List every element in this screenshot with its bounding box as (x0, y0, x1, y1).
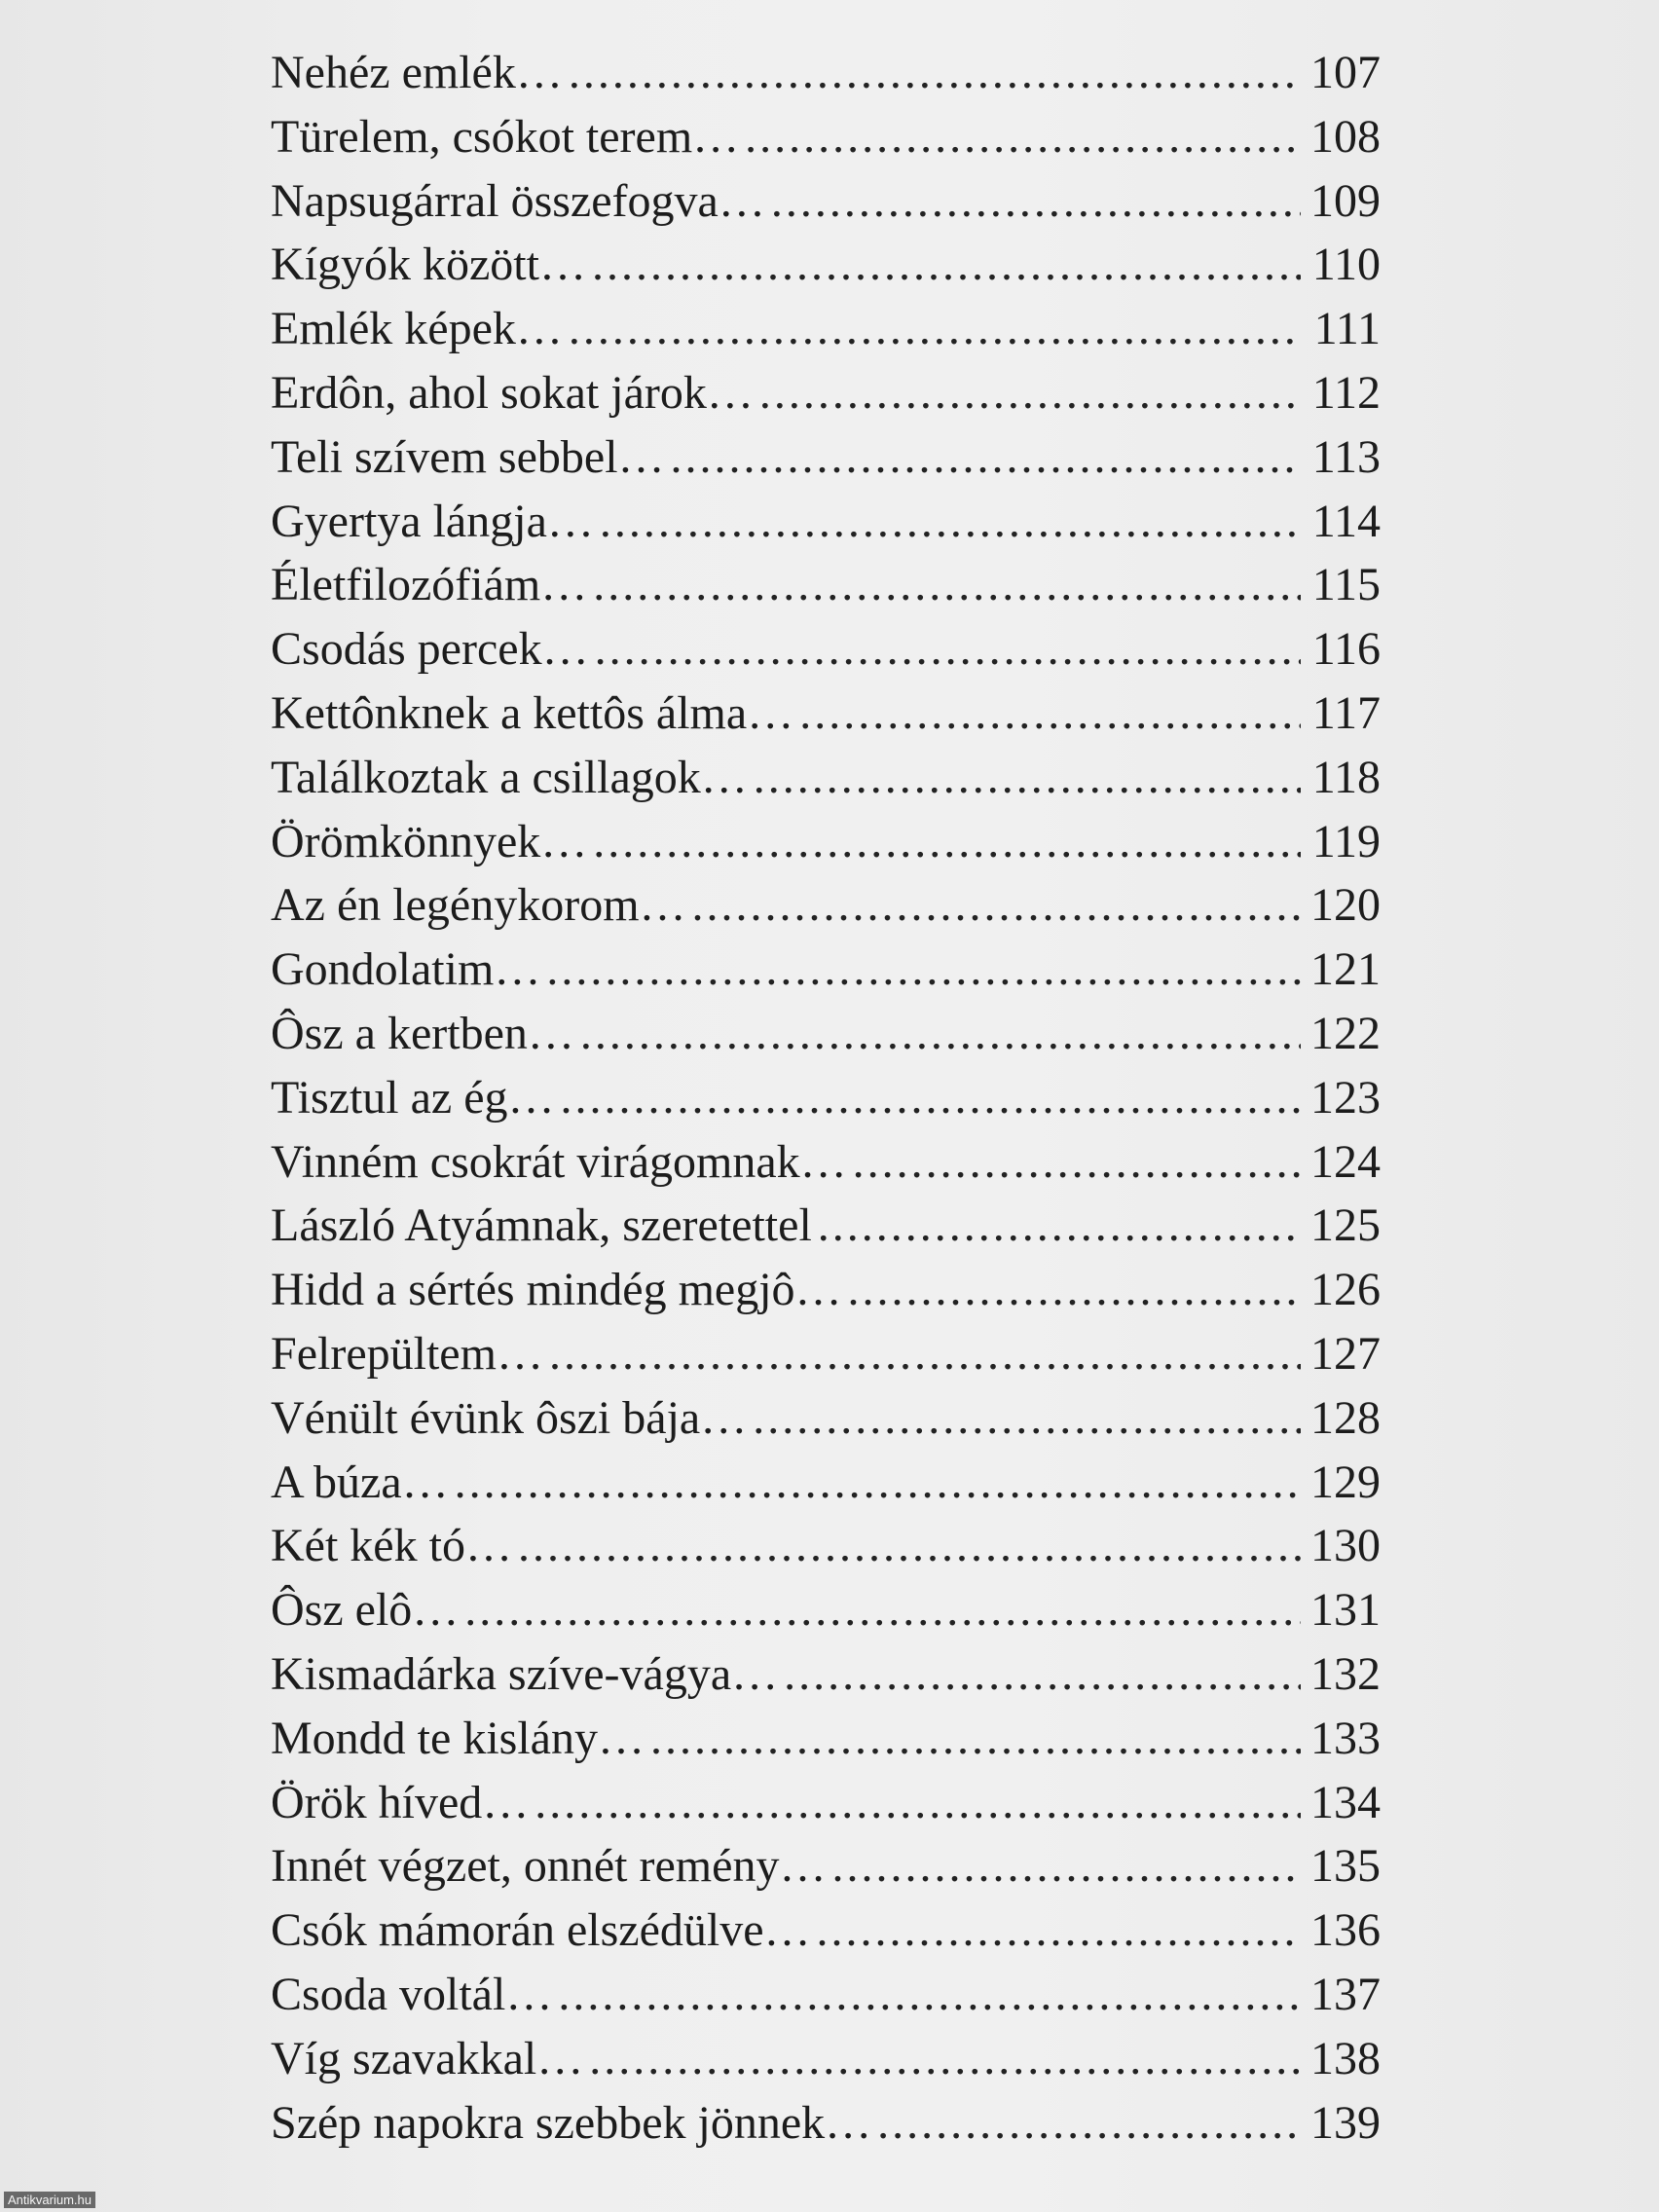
entry-title: Felrepültem… (271, 1327, 543, 1380)
entry-title: Hidd a sértés mindég megjô… (271, 1264, 842, 1316)
dot-leader (799, 682, 1301, 746)
entry-page-number: 125 (1310, 1199, 1381, 1252)
entry-page-number: 135 (1310, 1840, 1381, 1893)
dot-leader (600, 490, 1301, 554)
toc-entry (271, 1258, 1381, 1322)
dot-leader (569, 41, 1301, 105)
toc-entry (271, 297, 1381, 361)
toc-entry (271, 1066, 1381, 1130)
entry-page-number: 119 (1311, 815, 1381, 867)
entry-page-number: 116 (1311, 623, 1381, 676)
entry-page-number: 133 (1310, 1712, 1381, 1764)
dot-leader (535, 1771, 1301, 1835)
entry-title: Szép napokra szebbek jönnek… (271, 2096, 872, 2149)
entry-page-number: 115 (1311, 559, 1381, 611)
toc-entry (271, 873, 1381, 938)
entry-title: Csók mámorán elszédülve… (271, 1904, 811, 1957)
entry-title: Vénült évünk ôszi bája… (271, 1391, 748, 1444)
dot-leader (558, 1963, 1301, 2027)
entry-title: Teli szívem sebbel… (271, 430, 665, 483)
entry-page-number: 113 (1311, 430, 1381, 483)
dot-leader (818, 1194, 1301, 1258)
entry-page-number: 114 (1311, 495, 1381, 547)
toc-entry (271, 425, 1381, 490)
toc-entry (271, 1451, 1381, 1515)
dot-leader (650, 1707, 1301, 1771)
entry-title: Innét végzet, onnét remény… (271, 1840, 827, 1893)
toc-entry (271, 41, 1381, 105)
toc-entry (271, 1578, 1381, 1642)
entry-title: Vinném csokrát virágomnak… (271, 1135, 847, 1188)
dot-leader (455, 1451, 1301, 1515)
entry-page-number: 120 (1310, 879, 1381, 932)
toc-entry (271, 810, 1381, 874)
entry-page-number: 123 (1310, 1071, 1381, 1124)
dot-leader (848, 1258, 1301, 1322)
dot-leader (549, 1322, 1301, 1386)
entry-title: Kettônknek a kettôs álma… (271, 686, 794, 739)
toc-entry (271, 233, 1381, 297)
dot-leader (817, 1899, 1301, 1963)
entry-title: Örömkönnyek… (271, 815, 588, 867)
entry-title: Gondolatim… (271, 943, 541, 996)
dot-leader (595, 617, 1301, 682)
entry-page-number: 130 (1310, 1520, 1381, 1572)
entry-title: Gyertya lángja… (271, 495, 594, 547)
entry-page-number: 109 (1310, 174, 1381, 227)
table-of-contents (271, 41, 1381, 2155)
dot-leader (464, 1578, 1301, 1642)
toc-entry (271, 553, 1381, 617)
entry-title: Kismadárka szíve-vágya… (271, 1647, 779, 1700)
toc-entry (271, 1386, 1381, 1451)
entry-title: Ôsz elô… (271, 1584, 460, 1637)
dot-leader (561, 1066, 1301, 1130)
entry-title: Türelem, csókot terem… (271, 110, 740, 163)
toc-entry (271, 1899, 1381, 1963)
dot-leader (753, 1386, 1301, 1451)
toc-entry (271, 2091, 1381, 2156)
toc-entry (271, 1130, 1381, 1195)
entry-page-number: 131 (1310, 1584, 1381, 1637)
toc-entry (271, 938, 1381, 1002)
toc-entry (271, 1707, 1381, 1771)
dot-leader (759, 361, 1301, 425)
entry-page-number: 137 (1310, 1968, 1381, 2020)
entry-title: Napsugárral összefogva… (271, 174, 765, 227)
entry-page-number: 136 (1310, 1904, 1381, 1957)
entry-page-number: 128 (1310, 1391, 1381, 1444)
entry-page-number: 118 (1311, 751, 1381, 803)
dot-leader (877, 2091, 1301, 2156)
toc-entry (271, 490, 1381, 554)
entry-page-number: 129 (1310, 1456, 1381, 1508)
toc-entry (271, 1322, 1381, 1386)
entry-title: Ôsz a kertben… (271, 1007, 574, 1059)
dot-leader (593, 810, 1301, 874)
entry-page-number: 127 (1310, 1327, 1381, 1380)
entry-page-number: 117 (1311, 686, 1381, 739)
entry-title: Nehéz emlék… (271, 47, 563, 98)
toc-entry (271, 2027, 1381, 2091)
entry-title: Az én legénykorom… (271, 879, 686, 932)
entry-title: Mondd te kislány… (271, 1712, 645, 1764)
toc-entry (271, 617, 1381, 682)
dot-leader (569, 297, 1301, 361)
entry-page-number: 111 (1313, 303, 1381, 355)
toc-entry (271, 1834, 1381, 1899)
entry-page-number: 108 (1310, 110, 1381, 163)
entry-title: Két kék tó… (271, 1520, 512, 1572)
entry-title: Találkoztak a csillagok… (271, 751, 748, 803)
entry-page-number: 139 (1310, 2096, 1381, 2149)
dot-leader (853, 1130, 1301, 1195)
dot-leader (671, 425, 1301, 490)
entry-title: Csodás percek… (271, 623, 589, 676)
dot-leader (589, 2027, 1301, 2091)
dot-leader (831, 1834, 1301, 1899)
dot-leader (580, 1002, 1301, 1066)
entry-page-number: 126 (1310, 1264, 1381, 1316)
toc-entry (271, 1963, 1381, 2027)
toc-entry (271, 1514, 1381, 1578)
toc-entry (271, 105, 1381, 169)
entry-page-number: 110 (1311, 239, 1381, 291)
dot-leader (784, 1642, 1301, 1707)
dot-leader (745, 105, 1301, 169)
entry-page-number: 134 (1310, 1776, 1381, 1828)
toc-entry (271, 361, 1381, 425)
entry-title: Tisztul az ég… (271, 1071, 555, 1124)
dot-leader (754, 746, 1301, 810)
entry-title: A búza… (271, 1456, 449, 1508)
toc-entry (271, 1771, 1381, 1835)
dot-leader (771, 169, 1301, 234)
toc-entry (271, 682, 1381, 746)
toc-entry (271, 1002, 1381, 1066)
entry-title: Kígyók között… (271, 239, 586, 291)
entry-title: Víg szavakkal… (271, 2032, 584, 2084)
entry-page-number: 132 (1310, 1647, 1381, 1700)
toc-entry (271, 169, 1381, 234)
entry-page-number: 138 (1310, 2032, 1381, 2084)
dot-leader (593, 553, 1301, 617)
dot-leader (546, 938, 1301, 1002)
dot-leader (692, 873, 1301, 938)
watermark: Antikvarium.hu (4, 2192, 95, 2208)
entry-title: Örök híved… (271, 1776, 530, 1828)
toc-entry (271, 1642, 1381, 1707)
entry-title: Életfilozófiám… (271, 559, 588, 611)
entry-title: Emlék képek… (271, 303, 563, 355)
entry-page-number: 107 (1310, 47, 1381, 98)
dot-leader (592, 233, 1301, 297)
entry-title: Csoda voltál… (271, 1968, 553, 2020)
entry-page-number: 112 (1311, 366, 1381, 419)
dot-leader (518, 1514, 1301, 1578)
entry-title: Erdôn, ahol sokat járok… (271, 366, 754, 419)
entry-page-number: 121 (1310, 943, 1381, 996)
toc-entry (271, 1194, 1381, 1258)
entry-title: László Atyámnak, szeretettel (271, 1199, 812, 1252)
entry-page-number: 122 (1310, 1007, 1381, 1059)
toc-entry (271, 746, 1381, 810)
entry-page-number: 124 (1310, 1135, 1381, 1188)
